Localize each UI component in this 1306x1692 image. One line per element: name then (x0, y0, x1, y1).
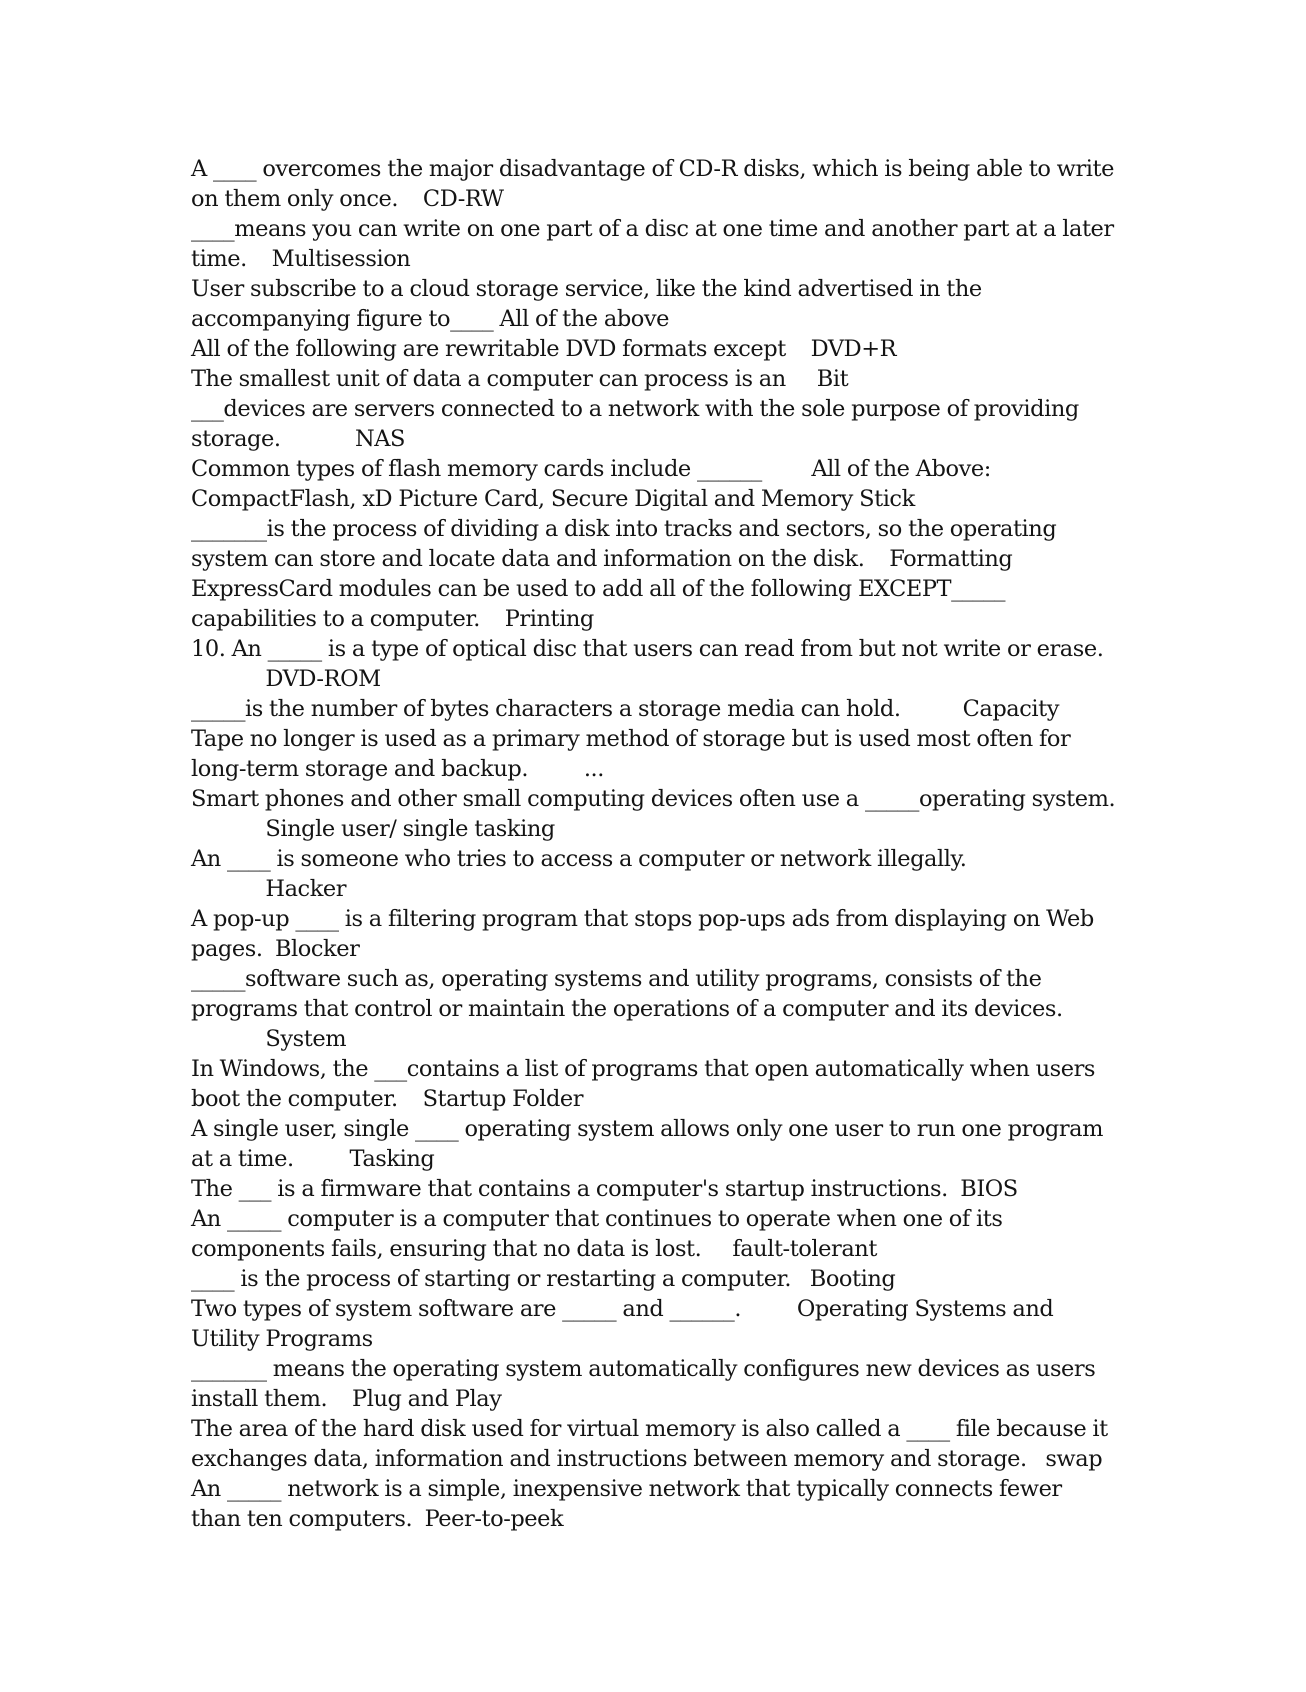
text-line: storage. NAS (191, 426, 406, 452)
text-line: A ____ overcomes the major disadvantage of CD-R disks, which is being able to write (191, 156, 1114, 182)
text-line: ____ is the process of starting or restarting a computer. Booting (191, 1266, 896, 1292)
text-line: Utility Programs (191, 1326, 373, 1352)
text-line: install them. Plug and Play (191, 1386, 502, 1412)
text-line: exchanges data, information and instructions between memory and storage. swap (191, 1446, 1103, 1472)
text-line: accompanying figure to____ All of the above (191, 306, 670, 332)
text-line: _____is the number of bytes characters a storage media can hold. Capacity (191, 696, 1059, 722)
text-line: DVD-ROM (191, 666, 381, 692)
text-line: capabilities to a computer. Printing (191, 606, 594, 632)
text-line: on them only once. CD-RW (191, 186, 504, 212)
text-line: than ten computers. Peer-to-peek (191, 1506, 564, 1532)
text-line: Common types of flash memory cards include ______ All of the Above: (191, 456, 991, 482)
text-line: _______is the process of dividing a disk into tracks and sectors, so the operating (191, 516, 1057, 542)
text-line: Smart phones and other small computing devices often use a _____operating system. (191, 786, 1116, 812)
text-line: The area of the hard disk used for virtual memory is also called a ____ file because it (191, 1416, 1108, 1442)
text-line: A single user, single ____ operating system allows only one user to run one program (191, 1116, 1104, 1142)
text-line: All of the following are rewritable DVD formats except DVD+R (191, 336, 897, 362)
text-line: In Windows, the ___contains a list of programs that open automatically when users (191, 1056, 1095, 1082)
text-line: The ___ is a firmware that contains a computer's startup instructions. BIOS (191, 1176, 1018, 1202)
text-line: _______ means the operating system automatically configures new devices as users (191, 1356, 1096, 1382)
document-body (191, 154, 1131, 1534)
text-line: System (191, 1026, 347, 1052)
text-line: User subscribe to a cloud storage service, like the kind advertised in the (191, 276, 982, 302)
text-line: A pop-up ____ is a filtering program that stops pop-ups ads from displaying on Web (191, 906, 1094, 932)
text-line: An ____ is someone who tries to access a computer or network illegally. (191, 846, 967, 872)
text-line: system can store and locate data and information on the disk. Formatting (191, 546, 1013, 572)
text-line: time. Multisession (191, 246, 411, 272)
text-line: ExpressCard modules can be used to add all of the following EXCEPT_____ (191, 576, 1006, 602)
text-line: ____means you can write on one part of a disc at one time and another part at a later (191, 216, 1114, 242)
text-line: long-term storage and backup. ... (191, 756, 604, 782)
text-line: pages. Blocker (191, 936, 360, 962)
text-line: An _____ network is a simple, inexpensive network that typically connects fewer (191, 1476, 1062, 1502)
text-line: ___devices are servers connected to a network with the sole purpose of providing (191, 396, 1079, 422)
text-line: Hacker (191, 876, 347, 902)
text-line: programs that control or maintain the operations of a computer and its devices. (191, 996, 1063, 1022)
text-line: _____software such as, operating systems and utility programs, consists of the (191, 966, 1042, 992)
text-line: Single user/ single tasking (191, 816, 555, 842)
text-line: An _____ computer is a computer that continues to operate when one of its (191, 1206, 1003, 1232)
text-line: at a time. Tasking (191, 1146, 435, 1172)
text-line: Tape no longer is used as a primary method of storage but is used most often for (191, 726, 1071, 752)
text-line: Two types of system software are _____ and ______. Operating Systems and (191, 1296, 1054, 1322)
text-line: The smallest unit of data a computer can process is an Bit (191, 366, 849, 392)
text-line: boot the computer. Startup Folder (191, 1086, 584, 1112)
text-line: CompactFlash, xD Picture Card, Secure Digital and Memory Stick (191, 486, 915, 512)
text-line: 10. An _____ is a type of optical disc that users can read from but not write or erase. (191, 636, 1104, 662)
text-line: components fails, ensuring that no data is lost. fault-tolerant (191, 1236, 877, 1262)
